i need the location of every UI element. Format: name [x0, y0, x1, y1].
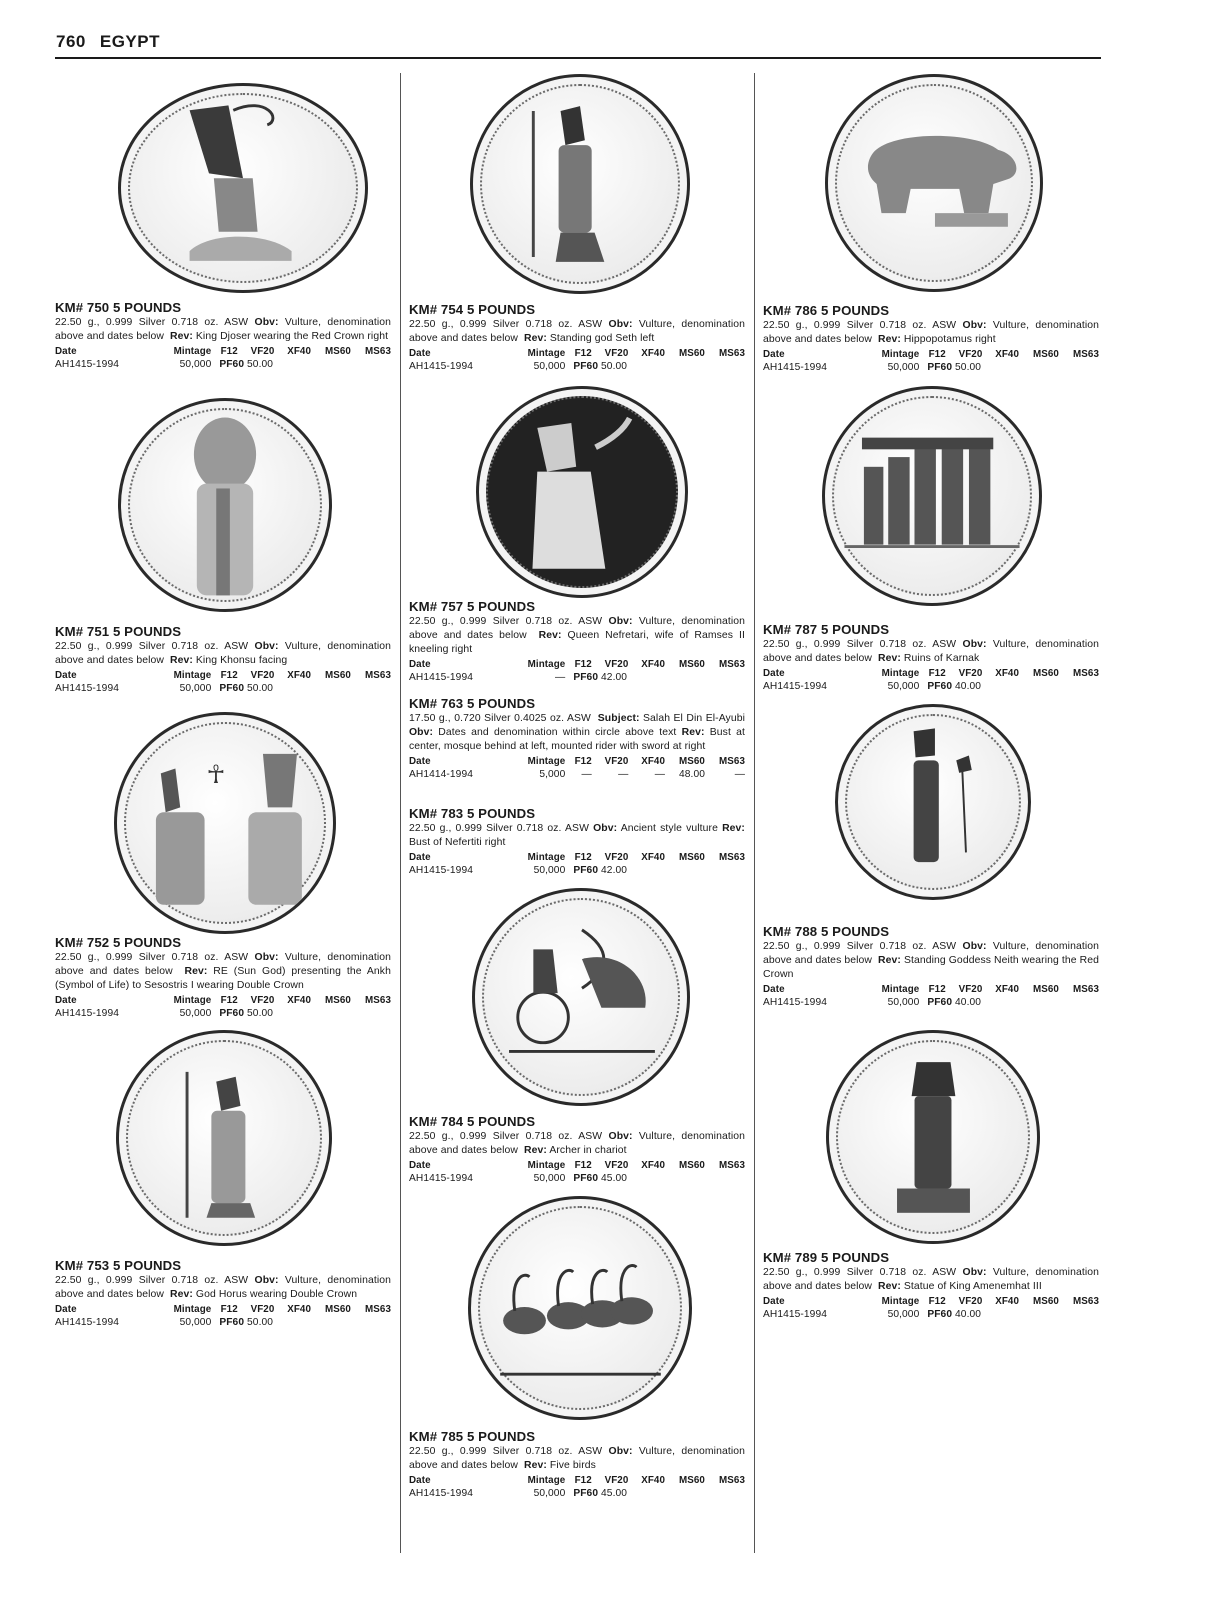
entry-title: KM# 751 5 POUNDS — [55, 624, 182, 639]
coin-image-km753 — [116, 1030, 332, 1246]
catalog-entry-km784 — [409, 1114, 745, 1185]
entry-title: KM# 783 5 POUNDS — [409, 806, 536, 821]
catalog-entry-km752 — [55, 935, 391, 1020]
entry-description: 17.50 g., 0.720 Silver 0.4025 oz. ASW Subject: Salah El Din El-Ayubi Obv: Dates and denomination within circle above text Rev: Bust at center, mosque behind at left, mounted rider with sword at right — [409, 713, 745, 752]
entry-description: 22.50 g., 0.999 Silver 0.718 oz. ASW Obv: Vulture, denomination above and dates below Rev: Queen Nefretari, wife of Ramses II kneeling right — [409, 616, 745, 655]
entry-title: KM# 752 5 POUNDS — [55, 935, 182, 950]
price-table: Date Mintage F12 VF20 XF40 MS60 MS63 AH1415-1994 50,000 PF60 40.00 — [763, 668, 1099, 692]
entry-title: KM# 753 5 POUNDS — [55, 1258, 182, 1273]
catalog-entry-km757 — [409, 599, 745, 684]
entry-description: 22.50 g., 0.999 Silver 0.718 oz. ASW Obv: Vulture, denomination above and dates below Rev: Statue of King Amenemhat III — [763, 1267, 1099, 1292]
entry-description: 22.50 g., 0.999 Silver 0.718 oz. ASW Obv: Vulture, denomination above and dates below Rev: RE (Sun God) presenting the Ankh (Symbol of Life) to Sesostris I wearing Double Crown — [55, 952, 391, 991]
entry-title: KM# 789 5 POUNDS — [763, 1250, 890, 1265]
entry-description: 22.50 g., 0.999 Silver 0.718 oz. ASW Obv: Ancient style vulture Rev: Bust of Nefertiti right — [409, 823, 745, 848]
price-table: Date Mintage F12 VF20 XF40 MS60 MS63 AH1415-1994 50,000 PF60 50.00 — [763, 349, 1099, 373]
price-table: Date Mintage F12 VF20 XF40 MS60 MS63 AH1415-1994 50,000 PF60 45.00 — [409, 1160, 745, 1184]
page-header — [56, 32, 160, 52]
entry-title: KM# 754 5 POUNDS — [409, 302, 536, 317]
entry-title: KM# 787 5 POUNDS — [763, 622, 890, 637]
header-rule — [55, 57, 1101, 59]
country-title: EGYPT — [99, 32, 160, 51]
entry-description: 22.50 g., 0.999 Silver 0.718 oz. ASW Obv: Vulture, denomination above and dates below Rev: Standing god Seth left — [409, 319, 745, 344]
entry-description: 22.50 g., 0.999 Silver 0.718 oz. ASW Obv: Vulture, denomination above and dates below Rev: God Horus wearing Double Crown — [55, 1275, 391, 1300]
price-table: Date Mintage F12 VF20 XF40 MS60 MS63 AH1415-1994 50,000 PF60 50.00 — [55, 346, 391, 370]
entry-description: 22.50 g., 0.999 Silver 0.718 oz. ASW Obv: Vulture, denomination above and dates below Rev: Archer in chariot — [409, 1131, 745, 1156]
entry-description: 22.50 g., 0.999 Silver 0.718 oz. ASW Obv: Vulture, denomination above and dates below Rev: King Djoser wearing the Red Crown right — [55, 317, 391, 342]
price-table: Date Mintage F12 VF20 XF40 MS60 MS63 AH1415-1994 50,000 PF60 42.00 — [409, 852, 745, 876]
catalog-entry-km788 — [763, 924, 1099, 1009]
catalog-entry-km753 — [55, 1258, 391, 1329]
entry-description: 22.50 g., 0.999 Silver 0.718 oz. ASW Obv: Vulture, denomination above and dates below Rev: Five birds — [409, 1446, 745, 1471]
entry-description: 22.50 g., 0.999 Silver 0.718 oz. ASW Obv: Vulture, denomination above and dates below Rev: Ruins of Karnak — [763, 639, 1099, 664]
entry-title: KM# 750 5 POUNDS — [55, 300, 182, 315]
price-table: Date Mintage F12 VF20 XF40 MS60 MS63 AH1415-1994 — PF60 42.00 — [409, 659, 745, 683]
entry-title: KM# 788 5 POUNDS — [763, 924, 890, 939]
price-table: Date Mintage F12 VF20 XF40 MS60 MS63 AH1414-1994 5,000 — — — 48.00 — — [409, 756, 745, 780]
entry-description: 22.50 g., 0.999 Silver 0.718 oz. ASW Obv: Vulture, denomination above and dates below Rev: Standing Goddess Neith wearing the Red Crown — [763, 941, 1099, 980]
svg-text:☥: ☥ — [206, 760, 226, 790]
catalog-entry-km750 — [55, 300, 391, 371]
catalog-entry-km763 — [409, 696, 745, 781]
price-table: Date Mintage F12 VF20 XF40 MS60 MS63 AH1415-1994 50,000 PF60 45.00 — [409, 1475, 745, 1499]
catalog-entry-km789 — [763, 1250, 1099, 1321]
price-table: Date Mintage F12 VF20 XF40 MS60 MS63 AH1415-1994 50,000 PF60 40.00 — [763, 1296, 1099, 1320]
catalog-entry-km785 — [409, 1429, 745, 1500]
coin-image-km754 — [470, 74, 690, 294]
coin-image-km784 — [472, 888, 690, 1106]
catalog-entry-km786 — [763, 303, 1099, 374]
price-table: Date Mintage F12 VF20 XF40 MS60 MS63 AH1415-1994 50,000 PF60 50.00 — [409, 348, 745, 372]
price-table: Date Mintage F12 VF20 XF40 MS60 MS63 AH1415-1994 50,000 PF60 50.00 — [55, 670, 391, 694]
price-table: Date Mintage F12 VF20 XF40 MS60 MS63 AH1415-1994 50,000 PF60 50.00 — [55, 995, 391, 1019]
column-divider — [754, 73, 755, 1553]
entry-title: KM# 786 5 POUNDS — [763, 303, 890, 318]
entry-title: KM# 757 5 POUNDS — [409, 599, 536, 614]
coin-image-km789 — [826, 1030, 1040, 1244]
catalog-entry-km783 — [409, 806, 745, 877]
coin-image-km785 — [468, 1196, 692, 1420]
entry-description: 22.50 g., 0.999 Silver 0.718 oz. ASW Obv: Vulture, denomination above and dates below Rev: King Khonsu facing — [55, 641, 391, 666]
catalog-entry-km787 — [763, 622, 1099, 693]
coin-image-km786 — [825, 74, 1043, 292]
catalog-entry-km754 — [409, 302, 745, 373]
column-divider — [400, 73, 401, 1553]
entry-description: 22.50 g., 0.999 Silver 0.718 oz. ASW Obv: Vulture, denomination above and dates below Rev: Hippopotamus right — [763, 320, 1099, 345]
entry-title: KM# 784 5 POUNDS — [409, 1114, 536, 1129]
coin-image-km787 — [822, 386, 1042, 606]
coin-image-km751 — [118, 398, 332, 612]
page-number: 760 — [56, 32, 86, 51]
entry-title: KM# 763 5 POUNDS — [409, 696, 536, 711]
coin-image-km788 — [835, 704, 1031, 900]
entry-title: KM# 785 5 POUNDS — [409, 1429, 536, 1444]
coin-image-km757 — [476, 386, 688, 598]
price-table: Date Mintage F12 VF20 XF40 MS60 MS63 AH1415-1994 50,000 PF60 50.00 — [55, 1304, 391, 1328]
catalog-entry-km751 — [55, 624, 391, 695]
price-table: Date Mintage F12 VF20 XF40 MS60 MS63 AH1415-1994 50,000 PF60 40.00 — [763, 984, 1099, 1008]
coin-image-km750 — [118, 83, 368, 293]
coin-image-km752 — [114, 712, 336, 934]
